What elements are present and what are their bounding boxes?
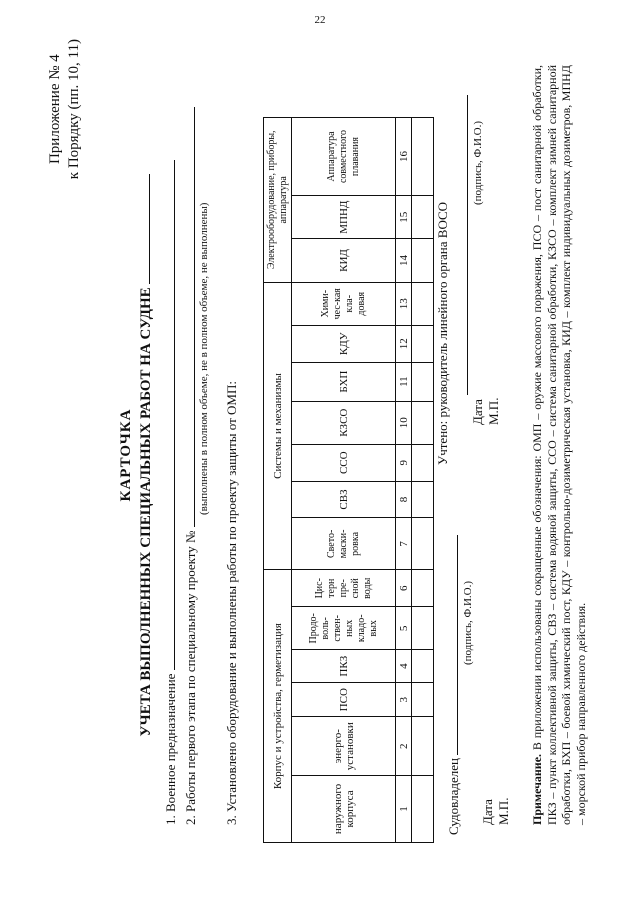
col-header-13: Хими-чес-кая кла-довая	[292, 282, 396, 325]
col-header-12: КДУ	[292, 325, 396, 362]
col-number: 3	[396, 682, 412, 717]
table-header-row	[292, 118, 396, 843]
accounted-signature	[435, 202, 451, 465]
col-header-9: ССО	[292, 444, 396, 481]
col-header-10: КЗСО	[292, 401, 396, 444]
ship-name-line	[137, 174, 150, 284]
field-first-stage-label: 2. Работы первого этапа по специальному проекту №	[183, 530, 198, 825]
owner-mp: М.П.	[496, 797, 511, 825]
col-header-16: Аппаратура совместного плавания	[292, 118, 396, 196]
owner-sign-line	[445, 535, 458, 755]
accounted-date: Дата	[470, 399, 485, 425]
card-title: КАРТОЧКА	[118, 408, 134, 502]
accounted-label: Учтено: руководитель линейного органа ВОСО	[435, 201, 450, 465]
field-military-purpose	[162, 160, 179, 825]
col-header-6: Цис-терн пре-сной воды	[292, 570, 396, 607]
col-number: 15	[396, 196, 412, 239]
col-header-1: наружного корпуса	[292, 775, 396, 842]
col-header-4: ПКЗ	[292, 650, 396, 682]
field-installed: 3. Установлено оборудование и выполнены работы по проекту защиты от ОМП:	[224, 381, 239, 825]
col-header-2: энерго-установки	[292, 717, 396, 775]
col-number: 1	[396, 775, 412, 842]
card-subtitle	[137, 15, 155, 895]
col-number: 13	[396, 282, 412, 325]
accounted-mp: М.П.	[486, 397, 501, 425]
first-stage-line	[182, 107, 195, 527]
col-number: 4	[396, 650, 412, 682]
col-header-15: МПНД	[292, 196, 396, 239]
page-number: 22	[314, 14, 326, 26]
rotated-document	[10, 15, 630, 895]
accounted-line-wrap	[455, 95, 472, 395]
footnote	[530, 65, 588, 825]
col-number: 14	[396, 239, 412, 282]
works-table	[263, 117, 434, 843]
owner-label: Судовладелец	[446, 758, 461, 835]
first-stage-hint: (выполнены в полном объеме, не в полном объеме, не выполнены)	[198, 202, 210, 515]
col-header-11: БХП	[292, 362, 396, 401]
table-group-row	[264, 118, 292, 843]
appendix-block	[46, 39, 84, 179]
card-subtitle-text: УЧЕТА ВЫПОЛНЕННЫХ СПЕЦИАЛЬНЫХ РАБОТ НА СУДНЕ	[138, 287, 154, 737]
field-first-stage	[182, 107, 199, 825]
appendix-line-2: к Порядку (пп. 10, 11)	[66, 39, 82, 180]
group-systems: Системы и механизмы	[264, 282, 292, 570]
col-header-7: Свето-маски-ровка	[292, 518, 396, 570]
footnote-text: В приложении использованы сокращенные обозначения: ОМП – оружие массового поражения, ПСО – пост санитарной обработки, ПКЗ – пункт коллективной защиты, СВЗ – система водяной защиты, ССО – система санитарной обработки, КЗСО – комплект зимней санитарной обработки, БХП – боевой химический пост, КДУ – контрольно-дозиметрическая установка, КИД – комплект индивидуальных дозиметров, МПНД – морской прибор направленного действия.	[530, 64, 588, 825]
col-number: 5	[396, 607, 412, 650]
col-header-8: СВЗ	[292, 481, 396, 518]
col-header-3: ПСО	[292, 682, 396, 717]
appendix-line-1: Приложение № 4	[47, 54, 63, 165]
military-purpose-line	[162, 160, 175, 670]
footnote-label: Примечание.	[530, 753, 544, 825]
col-number: 6	[396, 570, 412, 607]
col-header-5: Продо-воль-ствен-ных кладо-вых	[292, 607, 396, 650]
accounted-sign-line	[455, 95, 468, 395]
col-number: 8	[396, 481, 412, 518]
col-number: 2	[396, 717, 412, 775]
col-number: 11	[396, 362, 412, 401]
owner-date: Дата	[480, 799, 495, 825]
col-number: 12	[396, 325, 412, 362]
col-number: 16	[396, 118, 412, 196]
group-electro: Электрооборудование, приборы, аппаратура	[264, 118, 292, 283]
owner-hint: (подпись, Ф.И.О.)	[462, 581, 474, 665]
col-number: 9	[396, 444, 412, 481]
table-data-row	[412, 118, 434, 843]
group-hull: Корпус и устройства, герметизация	[264, 570, 292, 843]
col-number: 10	[396, 401, 412, 444]
table-number-row	[396, 118, 412, 843]
col-header-14: КИД	[292, 239, 396, 282]
field-military-purpose-label: 1. Военное предназначение	[163, 673, 178, 825]
owner-signature	[445, 535, 462, 835]
col-number: 7	[396, 518, 412, 570]
accounted-hint: (подпись, Ф.И.О.)	[472, 121, 484, 205]
